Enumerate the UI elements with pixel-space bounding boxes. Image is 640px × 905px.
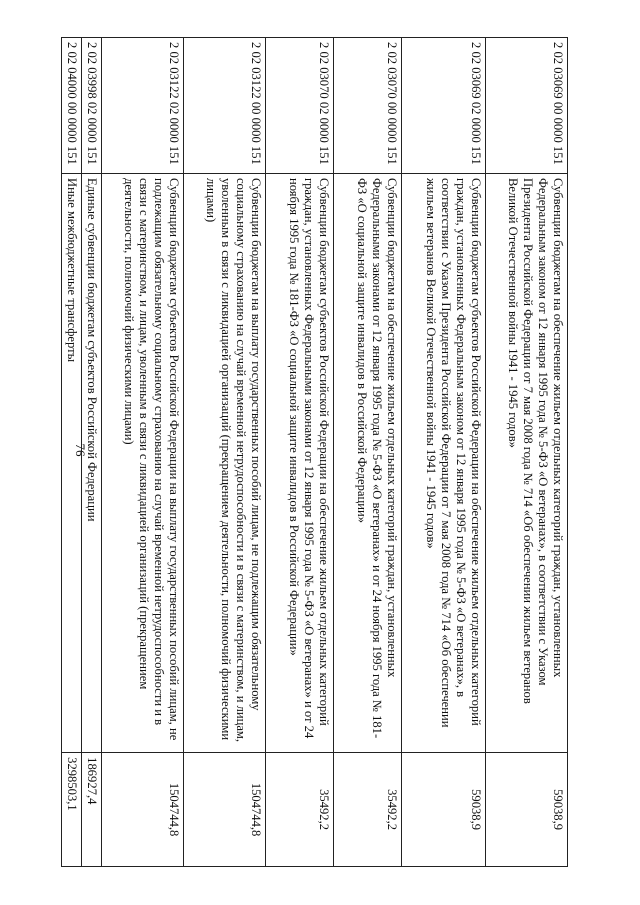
table-row — [61, 38, 81, 867]
rotated-page-content — [64, 37, 568, 867]
page-number: 76 — [73, 443, 88, 457]
budget-amount: 35492,2 — [334, 753, 402, 867]
budget-item-name: Единые субвенции бюджетам субъектов Российской Федерации — [81, 173, 101, 752]
budget-code: 2 02 03070 00 0000 151 — [334, 38, 402, 174]
table-row — [334, 38, 402, 867]
budget-item-name: Субвенции бюджетам на обеспечение жильем отдельных категорий граждан, установленных Федеральными законами от 12 января 1995 года № 5-ФЗ «О ветеранах» и от 24 ноября 1995 года № 181-ФЗ «О социальной защите инвалидов в Российской Федерации» — [334, 173, 402, 752]
budget-amount: 35492,2 — [266, 753, 334, 867]
table-row — [102, 38, 184, 867]
table-row — [402, 38, 486, 867]
budget-amount: 59038,9 — [402, 753, 486, 867]
budget-amount: 3298503,1 — [61, 753, 81, 867]
budget-item-name: Субвенции бюджетам субъектов Российской Федерации на обеспечение жильем отдельных категорий граждан, установленных Федеральными законами от 12 января 1995 года № 5-ФЗ «О ветеранах» и от 24 ноября 1995 года № 181-ФЗ «О социальной защите инвалидов в Российской Федерации» — [266, 173, 334, 752]
budget-amount: 59038,9 — [486, 753, 568, 867]
budget-item-name: Субвенции бюджетам субъектов Российской Федерации на обеспечение жильем отдельных категорий граждан, установленных Федеральным законом от 12 января 1995 года № 5-ФЗ «О ветеранах», в соответствии с Указом Президента Российской Федерации от 7 мая 2008 года № 714 «Об обеспечении жильем ветеранов Великой Отечественной войны 1941 - 1945 годов» — [402, 173, 486, 752]
budget-item-name: Субвенции бюджетам субъектов Российской Федерации на выплату государственных пособий лицам, не подлежащим обязательному социальному страхованию на случай временной нетрудоспособности и в связи с материнством, и лицам, уволенным в связи с ликвидацией организаций (прекращением деятельности, полномочий физическими лицами) — [102, 173, 184, 752]
table-row — [184, 38, 266, 867]
table-row — [486, 38, 568, 867]
budget-item-name: Субвенции бюджетам на обеспечение жильем отдельных категорий граждан, установленных Федеральным законом от 12 января 1995 года № 5-ФЗ «О ветеранах», в соответствии с Указом Президента Российской Федерации от 7 мая 2008 года № 714 «Об обеспечении жильем ветеранов Великой Отечественной войны 1941 - 1945 годов» — [486, 173, 568, 752]
budget-code: 2 02 03069 00 0000 151 — [486, 38, 568, 174]
budget-item-name: Иные межбюджетные трансферты — [61, 173, 81, 752]
table-row — [266, 38, 334, 867]
budget-code: 2 02 03122 02 0000 151 — [102, 38, 184, 174]
budget-amount: 186927,4 — [81, 753, 101, 867]
budget-amount: 1504744,8 — [102, 753, 184, 867]
table-row — [81, 38, 101, 867]
budget-code: 2 02 03122 00 0000 151 — [184, 38, 266, 174]
budget-amount: 1504744,8 — [184, 753, 266, 867]
budget-code: 2 02 03070 02 0000 151 — [266, 38, 334, 174]
budget-item-name: Субвенции бюджетам на выплату государственных пособий лицам, не подлежащим обязательному социальному страхованию на случай временной нетрудоспособности и в связи с материнством, и лицам, уволенным в связи с ликвидацией организаций (прекращением деятельности, полномочий физическими лицами) — [184, 173, 266, 752]
budget-code: 2 02 04000 00 0000 151 — [61, 38, 81, 174]
budget-table — [61, 37, 568, 867]
budget-code: 2 02 03998 02 0000 151 — [81, 38, 101, 174]
budget-code: 2 02 03069 02 0000 151 — [402, 38, 486, 174]
